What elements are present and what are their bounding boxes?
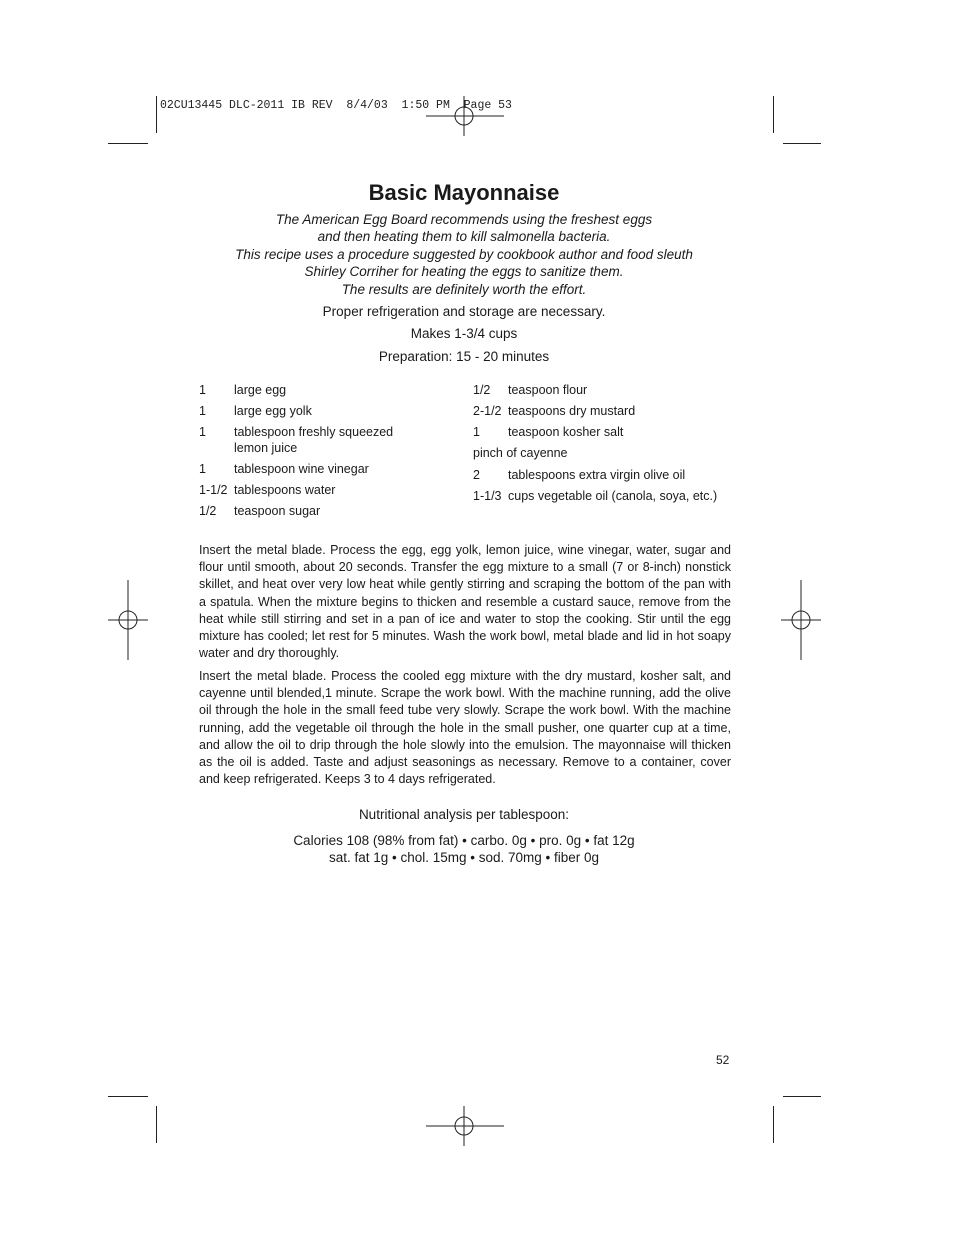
ingredient-desc: teaspoon kosher salt [508, 425, 624, 439]
ingredient-item [199, 424, 449, 456]
ingredient-qty: 1 [473, 425, 480, 439]
ingredient-item [199, 382, 449, 398]
instruction-paragraph: Insert the metal blade. Process the cooled egg mixture with the dry mustard, kosher salt, and cayenne until blended,1 minute. Scrape the work bowl. With the machine running, add the olive oil through the hole in the small feed tube very slowly. Scrape the work bowl. With the machine running, add the vegetable oil through the hole in the small pusher, one quarter cup at a time, and allow the oil to drip through the hole slowly into the emulsion. The mayonnaise will thicken as the oil is added. Taste and adjust seasonings as necessary. Remove to a container, cover and keep refrigerated. Keeps 3 to 4 days refrigerated. [199, 669, 731, 787]
ingredient-item [473, 382, 753, 398]
intro-line: This recipe uses a procedure suggested by cookbook author and food sleuth [235, 246, 693, 262]
registration-mark-icon [108, 580, 148, 660]
crop-mark [783, 143, 821, 144]
ingredient-desc: teaspoon flour [508, 383, 588, 397]
ingredient-item [473, 445, 753, 461]
ingredient-item [473, 467, 753, 483]
ingredient-qty: 1-1/2 [199, 483, 228, 497]
ingredient-desc: teaspoons dry mustard [508, 404, 636, 418]
crop-mark [773, 1106, 774, 1143]
ingredient-desc: tablespoon wine vinegar [234, 462, 369, 476]
ingredient-qty: 1-1/3 [473, 489, 502, 503]
ingredients-left-column [199, 382, 449, 524]
crop-mark [108, 1096, 148, 1097]
intro-line: Shirley Corriher for heating the eggs to sanitize them. [304, 264, 624, 280]
ingredient-qty: 1 [199, 462, 206, 476]
ingredient-item [473, 488, 753, 504]
ingredient-item [473, 403, 753, 419]
ingredient-desc: large egg yolk [234, 404, 312, 418]
ingredient-item [199, 482, 449, 498]
instruction-paragraph: Insert the metal blade. Process the egg, egg yolk, lemon juice, wine vinegar, water, sugar and flour until smooth, about 20 seconds. Transfer the egg mixture to a small (7 or 8-inch) nonstick skillet, and heat over very low heat while gently stirring and scraping the bottom of the pan with a spatula. When the mixture begins to thicken and resemble a custard sauce, remove from the heat while still stirring and set in a pan of ice and water to stop the cooking. Stir until the egg mixture has cooled; let rest for 5 minutes. Wash the work bowl, metal blade and lid in hot soapy water and dry thoroughly. [199, 543, 731, 661]
ingredient-desc: tablespoons water [234, 483, 336, 497]
recipe-intro [0, 211, 928, 298]
intro-line: The results are definitely worth the effort. [341, 281, 587, 297]
ingredient-desc: large egg [234, 383, 287, 397]
ingredient-qty: 2-1/2 [473, 404, 502, 418]
registration-mark-icon [426, 1106, 504, 1146]
ingredient-item [199, 461, 449, 477]
ingredient-item [199, 503, 449, 519]
ingredient-qty: 1/2 [199, 504, 217, 518]
registration-mark-icon [426, 96, 504, 136]
printer-slug: 02CU13445 DLC-2011 IB REV 8/4/03 1:50 PM Page 53 [160, 99, 512, 112]
intro-line: and then heating them to kill salmonella bacteria. [317, 229, 611, 245]
ingredient-item [199, 403, 449, 419]
crop-mark [108, 143, 148, 144]
ingredient-desc: teaspoon sugar [234, 504, 321, 518]
ingredient-qty: 2 [473, 468, 480, 482]
crop-mark [773, 96, 774, 133]
crop-mark [783, 1096, 821, 1097]
nutrition-facts [0, 833, 928, 866]
nutrition-heading: Nutritional analysis per tablespoon: [358, 807, 570, 822]
registration-mark-icon [781, 580, 821, 660]
ingredient-qty: 1 [199, 425, 206, 439]
ingredient-desc: pinch of cayenne [473, 446, 568, 460]
crop-mark [156, 1106, 157, 1143]
storage-note: Proper refrigeration and storage are necessary. [322, 304, 606, 319]
ingredient-desc: tablespoons extra virgin olive oil [508, 468, 686, 482]
nutrition-line: Calories 108 (98% from fat) • carbo. 0g • pro. 0g • fat 12g [293, 833, 635, 848]
ingredient-qty: 1/2 [473, 383, 491, 397]
ingredient-qty: 1 [199, 383, 206, 397]
intro-line: The American Egg Board recommends using the freshest eggs [275, 212, 653, 227]
ingredients-right-column [473, 382, 753, 509]
ingredient-desc: cups vegetable oil (canola, soya, etc.) [508, 489, 718, 503]
ingredient-item [473, 424, 753, 440]
page-number: 52 [716, 1053, 730, 1067]
crop-mark [156, 96, 157, 133]
preparation-time: Preparation: 15 - 20 minutes [378, 349, 550, 364]
ingredient-desc: tablespoon freshly squeezed lemon juice [234, 425, 394, 455]
recipe-title: Basic Mayonnaise [368, 180, 560, 205]
recipe-yield: Makes 1-3/4 cups [410, 326, 518, 341]
ingredient-qty: 1 [199, 404, 206, 418]
nutrition-line: sat. fat 1g • chol. 15mg • sod. 70mg • fiber 0g [328, 849, 600, 865]
